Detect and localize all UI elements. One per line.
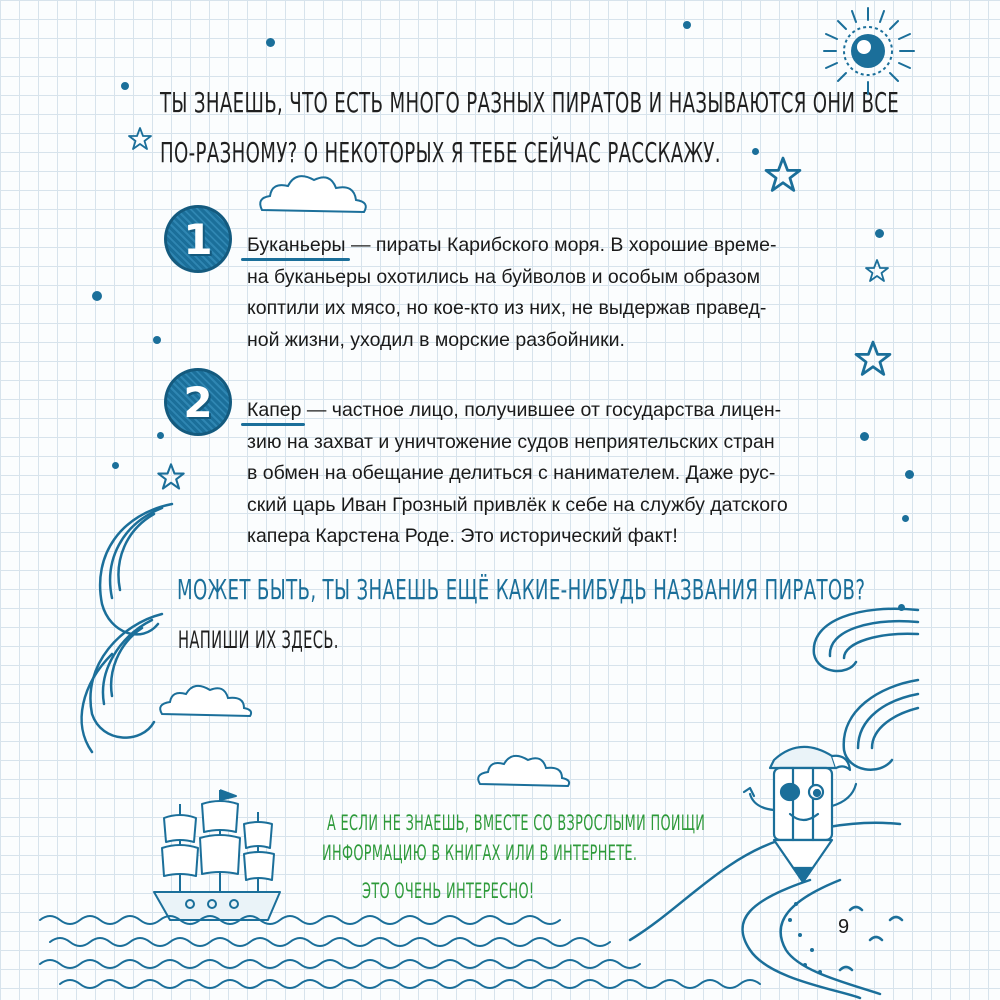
star-icon (763, 155, 803, 195)
intro-line-1: ТЫ ЗНАЕШЬ, ЧТО ЕСТЬ МНОГО РАЗНЫХ ПИРАТОВ И НАЗЫВАЮТСЯ ОНИ ВСЕ (160, 86, 900, 119)
number-badge-2: 2 (164, 368, 232, 436)
dot-icon (153, 336, 161, 344)
dot-icon (902, 515, 909, 522)
intro-line-2: ПО-РАЗНОМУ? О НЕКОТОРЫХ Я ТЕБЕ СЕЙЧАС РАССКАЖУ. (160, 136, 721, 169)
star-icon (864, 258, 890, 284)
paragraph-privateer: Капер — частное лицо, получившее от государства лицен- зию на захват и уничтожение судов неприятельских стран в обмен на обещание делиться с нанимателем. Даже рус- ский царь Иван Грозный привлёк к себе на службу датского капера Карстена Роде. Это исторический факт! (247, 399, 788, 547)
dot-icon (875, 229, 884, 238)
dot-icon (266, 38, 275, 47)
sun-icon (818, 6, 922, 96)
dot-icon (92, 291, 102, 301)
dot-icon (860, 432, 869, 441)
number-badge-1: 1 (164, 205, 232, 273)
cloud-icon (474, 750, 574, 790)
wave-swirl (62, 494, 182, 754)
page-number: 9 (838, 916, 850, 938)
dot-icon (905, 470, 914, 479)
note-line-1: А ЕСЛИ НЕ ЗНАЕШЬ, ВМЕСТЕ СО ВЗРОСЛЫМИ ПОИЩИ (327, 811, 706, 835)
star-icon (127, 126, 153, 152)
dot-icon (157, 432, 164, 439)
term-privateer: Капер (247, 399, 302, 421)
cloud-icon (254, 168, 374, 218)
dot-icon (752, 148, 759, 155)
write-here-prompt: НАПИШИ ИХ ЗДЕСЬ. (178, 626, 339, 654)
star-icon (156, 462, 186, 492)
note-line-2: ИНФОРМАЦИЮ В КНИГАХ ИЛИ В ИНТЕРНЕТЕ. (322, 841, 638, 865)
dot-icon (683, 21, 691, 29)
question-heading: МОЖЕТ БЫТЬ, ТЫ ЗНАЕШЬ ЕЩЁ КАКИЕ-НИБУДЬ НАЗВАНИЯ ПИРАТОВ? (177, 573, 866, 606)
term-buccaneers: Буканьеры (247, 234, 346, 256)
star-icon (853, 339, 893, 379)
dot-icon (121, 82, 129, 90)
pencil-pirate-character (740, 730, 870, 890)
paragraph-buccaneers: Буканьеры — пираты Карибского моря. В хорошие време- на буканьеры охотились на буйволов и особым образом коптили их мясо, но кое-кто из них, не выдержав правед- ной жизни, уходил в морские разбойники. (247, 234, 777, 351)
dot-icon (112, 462, 119, 469)
note-line-3: ЭТО ОЧЕНЬ ИНТЕРЕСНО! (362, 879, 535, 903)
